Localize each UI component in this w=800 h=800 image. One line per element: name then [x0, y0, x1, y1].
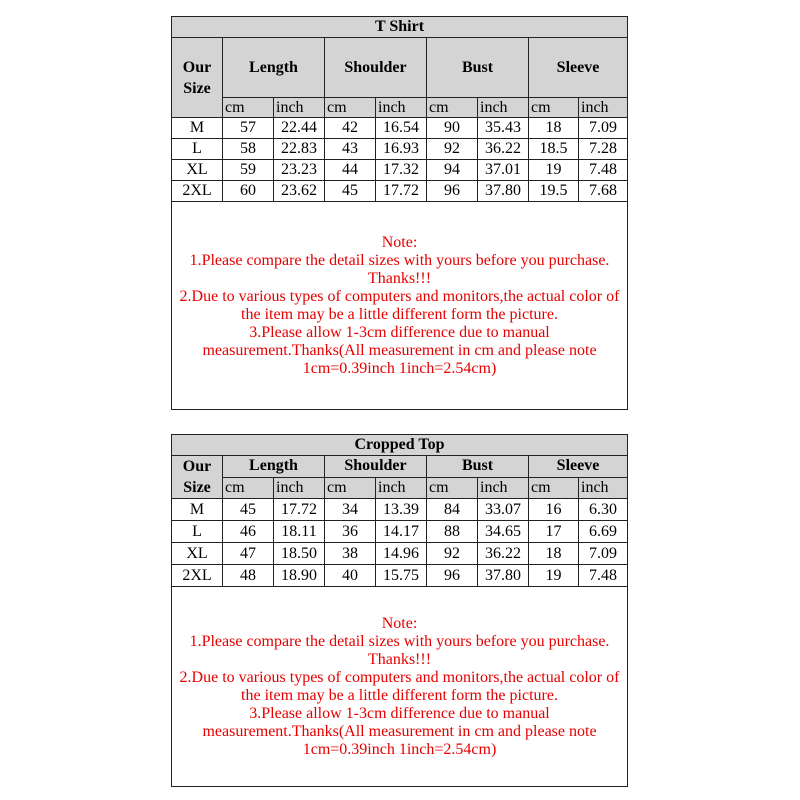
note-heading: Note:: [381, 614, 418, 632]
value-cell: 17.72: [376, 181, 427, 202]
size-label: XL: [172, 543, 223, 565]
note-item-3: 3.Please allow 1-3cm difference due to manual measurement.Thanks(All measurement in cm and please note 1cm=0.39inch 1inch=2.54cm): [202, 323, 597, 377]
value-cell: 45: [325, 181, 376, 202]
value-cell: 59: [223, 160, 274, 181]
value-cell: 88: [427, 521, 478, 543]
value-cell: 40: [325, 565, 376, 587]
group-header-length: Length: [223, 38, 325, 98]
unit-inch: inch: [478, 98, 529, 118]
value-cell: 14.96: [376, 543, 427, 565]
table-row: [172, 160, 628, 181]
note-block: [172, 587, 628, 787]
unit-inch: inch: [376, 477, 427, 499]
table-row: [172, 118, 628, 139]
value-cell: 6.69: [579, 521, 628, 543]
value-cell: 37.01: [478, 160, 529, 181]
group-header-sleeve: Sleeve: [529, 38, 628, 98]
group-header-bust: Bust: [427, 456, 529, 478]
size-label: L: [172, 521, 223, 543]
unit-inch: inch: [274, 98, 325, 118]
tshirt-size-chart: [171, 16, 627, 410]
value-cell: 36.22: [478, 543, 529, 565]
value-cell: 17.32: [376, 160, 427, 181]
value-cell: 7.48: [579, 565, 628, 587]
table-title: Cropped Top: [172, 435, 628, 456]
value-cell: 92: [427, 543, 478, 565]
group-header-length: Length: [223, 456, 325, 478]
cropped-top-size-table: [171, 434, 628, 787]
size-label: L: [172, 139, 223, 160]
table-row: [172, 139, 628, 160]
value-cell: 16.93: [376, 139, 427, 160]
value-cell: 45: [223, 499, 274, 521]
value-cell: 7.68: [579, 181, 628, 202]
unit-cm: cm: [427, 477, 478, 499]
value-cell: 57: [223, 118, 274, 139]
table-title: T Shirt: [172, 17, 628, 38]
value-cell: 15.75: [376, 565, 427, 587]
size-header: [172, 456, 223, 499]
unit-inch: inch: [274, 477, 325, 499]
cropped-top-size-chart: [171, 434, 627, 787]
value-cell: 16: [529, 499, 579, 521]
group-header-bust: Bust: [427, 38, 529, 98]
value-cell: 60: [223, 181, 274, 202]
note-item-3: 3.Please allow 1-3cm difference due to manual measurement.Thanks(All measurement in cm and please note 1cm=0.39inch 1inch=2.54cm): [202, 704, 597, 758]
value-cell: 23.62: [274, 181, 325, 202]
value-cell: 46: [223, 521, 274, 543]
unit-cm: cm: [223, 477, 274, 499]
unit-cm: cm: [325, 98, 376, 118]
size-label: M: [172, 499, 223, 521]
size-header-line-1: Our: [182, 58, 212, 76]
value-cell: 35.43: [478, 118, 529, 139]
value-cell: 92: [427, 139, 478, 160]
value-cell: 19: [529, 160, 579, 181]
value-cell: 42: [325, 118, 376, 139]
note-item-1: 1.Please compare the detail sizes with yours before you purchase. Thanks!!!: [189, 251, 610, 287]
value-cell: 14.17: [376, 521, 427, 543]
unit-cm: cm: [223, 98, 274, 118]
value-cell: 96: [427, 181, 478, 202]
note-item-2: 2.Due to various types of computers and monitors,the actual color of the item may be a little different form the picture.: [179, 287, 620, 323]
table-row: [172, 181, 628, 202]
note-item-2: 2.Due to various types of computers and monitors,the actual color of the item may be a little different form the picture.: [179, 668, 620, 704]
table-row: [172, 499, 628, 521]
value-cell: 36.22: [478, 139, 529, 160]
unit-cm: cm: [529, 477, 579, 499]
value-cell: 43: [325, 139, 376, 160]
size-label: 2XL: [172, 565, 223, 587]
value-cell: 22.83: [274, 139, 325, 160]
value-cell: 18.90: [274, 565, 325, 587]
value-cell: 47: [223, 543, 274, 565]
value-cell: 7.28: [579, 139, 628, 160]
size-label: 2XL: [172, 181, 223, 202]
value-cell: 7.09: [579, 118, 628, 139]
value-cell: 6.30: [579, 499, 628, 521]
unit-inch: inch: [579, 98, 628, 118]
value-cell: 44: [325, 160, 376, 181]
unit-cm: cm: [325, 477, 376, 499]
value-cell: 94: [427, 160, 478, 181]
tshirt-size-table: [171, 16, 628, 410]
unit-inch: inch: [478, 477, 529, 499]
value-cell: 7.48: [579, 160, 628, 181]
value-cell: 13.39: [376, 499, 427, 521]
value-cell: 37.80: [478, 181, 529, 202]
value-cell: 19: [529, 565, 579, 587]
value-cell: 96: [427, 565, 478, 587]
unit-cm: cm: [427, 98, 478, 118]
value-cell: 34: [325, 499, 376, 521]
note-block: [172, 202, 628, 410]
value-cell: 37.80: [478, 565, 529, 587]
value-cell: 38: [325, 543, 376, 565]
value-cell: 18: [529, 118, 579, 139]
value-cell: 34.65: [478, 521, 529, 543]
value-cell: 19.5: [529, 181, 579, 202]
unit-inch: inch: [579, 477, 628, 499]
group-header-shoulder: Shoulder: [325, 456, 427, 478]
value-cell: 18.11: [274, 521, 325, 543]
value-cell: 58: [223, 139, 274, 160]
value-cell: 7.09: [579, 543, 628, 565]
note-heading: Note:: [381, 233, 418, 251]
size-label: XL: [172, 160, 223, 181]
unit-cm: cm: [529, 98, 579, 118]
size-header: [172, 38, 223, 118]
value-cell: 17: [529, 521, 579, 543]
table-row: [172, 543, 628, 565]
value-cell: 18: [529, 543, 579, 565]
value-cell: 84: [427, 499, 478, 521]
group-header-sleeve: Sleeve: [529, 456, 628, 478]
value-cell: 90: [427, 118, 478, 139]
value-cell: 16.54: [376, 118, 427, 139]
value-cell: 22.44: [274, 118, 325, 139]
size-header-line-1: Our: [182, 458, 212, 475]
note-item-1: 1.Please compare the detail sizes with yours before you purchase. Thanks!!!: [189, 632, 610, 668]
value-cell: 48: [223, 565, 274, 587]
value-cell: 36: [325, 521, 376, 543]
group-header-shoulder: Shoulder: [325, 38, 427, 98]
size-header-line-2: Size: [183, 79, 211, 97]
size-header-line-2: Size: [183, 479, 211, 496]
value-cell: 17.72: [274, 499, 325, 521]
value-cell: 18.50: [274, 543, 325, 565]
value-cell: 23.23: [274, 160, 325, 181]
value-cell: 18.5: [529, 139, 579, 160]
table-row: [172, 521, 628, 543]
table-row: [172, 565, 628, 587]
unit-inch: inch: [376, 98, 427, 118]
size-label: M: [172, 118, 223, 139]
value-cell: 33.07: [478, 499, 529, 521]
